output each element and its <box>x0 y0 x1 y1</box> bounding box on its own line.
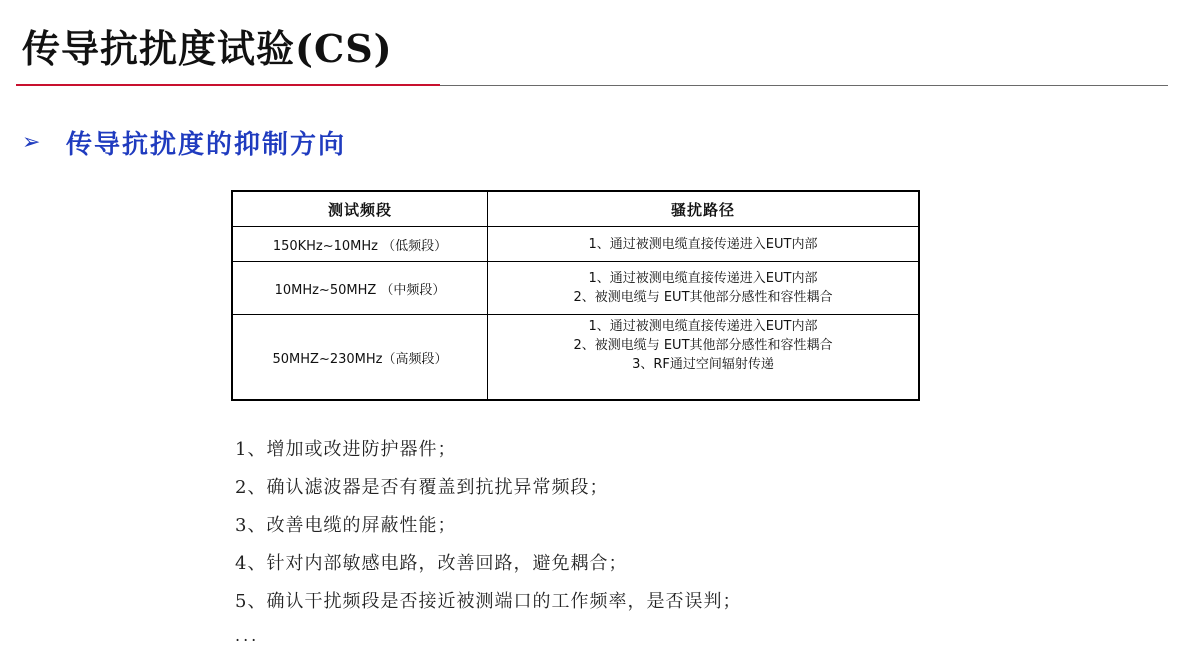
path-line: 1、通过被测电缆直接传递进入EUT内部 <box>588 271 818 286</box>
list-item: 1、增加或改进防护器件； <box>235 439 457 460</box>
title-underline-rule <box>440 85 1168 86</box>
table-header-row <box>232 191 919 227</box>
arrow-bullet-icon: ➢ <box>22 130 41 155</box>
path-cell <box>487 315 919 401</box>
path-cell <box>487 227 919 262</box>
table-header-cell: 测试频段 <box>232 191 487 227</box>
path-line: 1、通过被测电缆直接传递进入EUT内部 <box>588 319 818 334</box>
path-line: 2、被测电缆与 EUT其他部分感性和容性耦合 <box>573 290 833 305</box>
section-header <box>22 124 346 161</box>
band-cell: 50MHZ~230MHz（高频段） <box>232 315 487 401</box>
section-heading: 传导抗扰度的抑制方向 <box>66 130 347 160</box>
title-underline-accent <box>16 84 440 86</box>
frequency-band-table <box>231 190 920 401</box>
table-row <box>232 227 919 262</box>
list-item: 2、确认滤波器是否有覆盖到抗扰异常频段； <box>235 477 609 498</box>
list-item: 4、针对内部敏感电路，改善回路，避免耦合； <box>235 553 628 574</box>
table-row <box>232 262 919 315</box>
path-line: 1、通过被测电缆直接传递进入EUT内部 <box>588 236 818 252</box>
path-line: 2、被测电缆与 EUT其他部分感性和容性耦合 <box>573 338 833 353</box>
path-cell <box>487 262 919 315</box>
slide-title: 传导抗扰度试验(CS) <box>22 26 393 71</box>
band-cell: 10MHz~50MHZ （中频段） <box>232 262 487 315</box>
suppression-measures-list <box>235 436 741 646</box>
band-cell: 150KHz~10MHz （低频段） <box>232 227 487 262</box>
list-item: 5、确认干扰频段是否接近被测端口的工作频率，是否误判； <box>235 591 742 612</box>
list-ellipsis: ... <box>235 626 260 645</box>
path-line: 3、RF通过空间辐射传递 <box>632 357 774 372</box>
table-header-cell: 骚扰路径 <box>487 191 919 227</box>
list-item: 3、改善电缆的屏蔽性能； <box>235 515 457 536</box>
table-row <box>232 315 919 401</box>
